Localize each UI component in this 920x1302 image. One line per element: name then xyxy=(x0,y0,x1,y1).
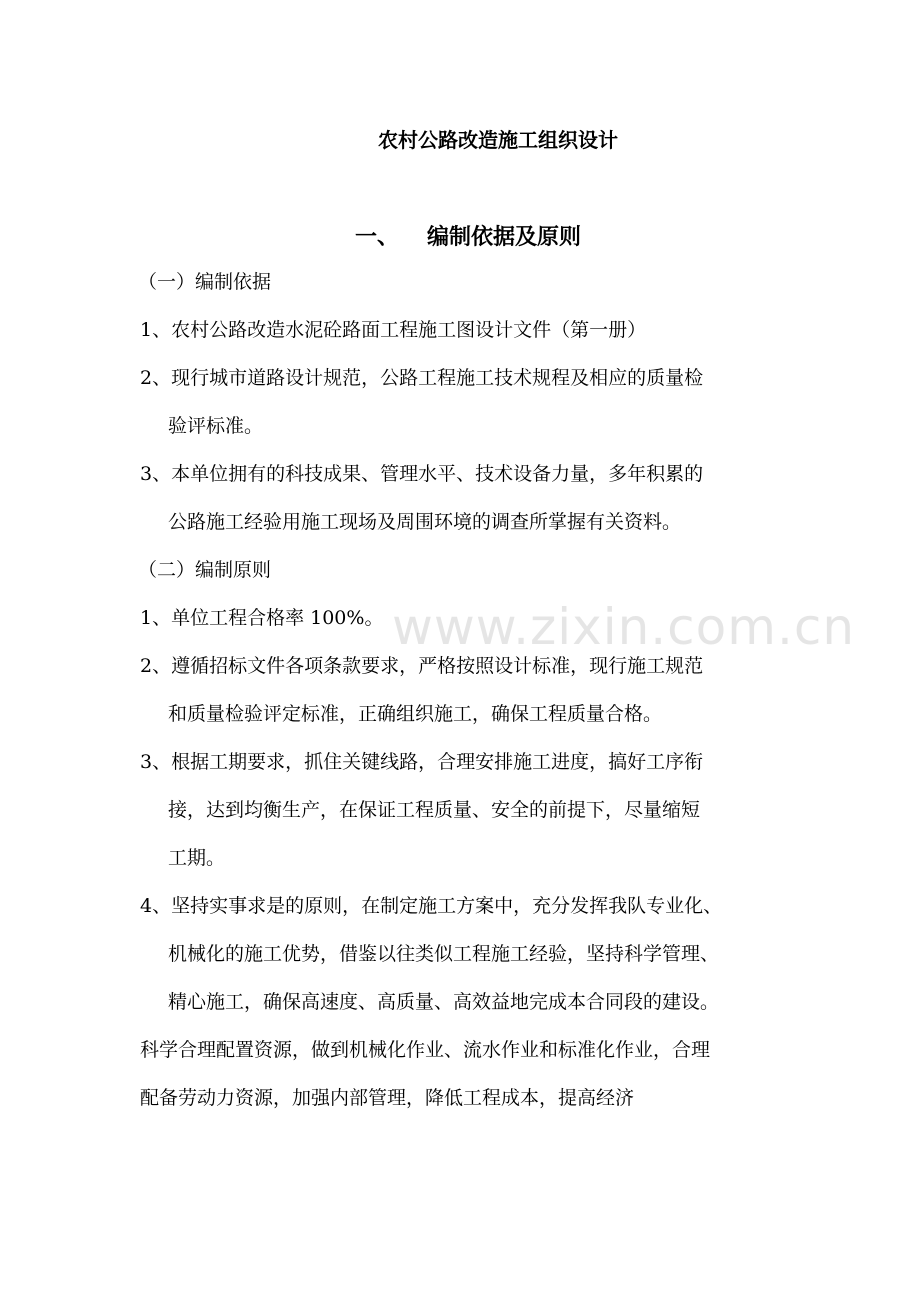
watermark: www.zixin.com.cn xyxy=(392,598,856,656)
paragraph-line: 配备劳动力资源，加强内部管理，降低工程成本，提高经济 xyxy=(140,1087,635,1109)
section-heading xyxy=(355,220,581,251)
subheading-principles: （二）编制原则 xyxy=(138,559,272,581)
paragraph-line: 1、单位工程合格率 100%。 xyxy=(140,607,384,629)
subheading-basis: （一）编制依据 xyxy=(138,271,272,293)
paragraph-line: 精心施工，确保高速度、高质量、高效益地完成本合同段的建设。 xyxy=(168,991,720,1013)
paragraph-line: 和质量检验评定标准，正确组织施工，确保工程质量合格。 xyxy=(168,703,663,725)
section-number: 一、 xyxy=(355,225,400,250)
paragraph-line: 2、现行城市道路设计规范，公路工程施工技术规程及相应的质量检 xyxy=(140,367,704,389)
paragraph-line: 1、农村公路改造水泥砼路面工程施工图设计文件（第一册） xyxy=(140,319,647,341)
paragraph-line: 3、本单位拥有的科技成果、管理水平、技术设备力量，多年积累的 xyxy=(140,463,704,485)
paragraph-line: 3、根据工期要求，抓住关键线路，合理安排施工进度，搞好工序衔 xyxy=(140,751,704,773)
paragraph-line: 机械化的施工优势，借鉴以往类似工程施工经验，坚持科学管理、 xyxy=(168,943,720,965)
section-title: 编制依据及原则 xyxy=(427,225,582,250)
paragraph-line: 2、遵循招标文件各项条款要求，严格按照设计标准，现行施工规范 xyxy=(140,655,704,677)
paragraph-line: 验评标准。 xyxy=(168,415,264,437)
paragraph-line: 工期。 xyxy=(168,847,226,869)
paragraph-line: 公路施工经验用施工现场及周围环境的调查所掌握有关资料。 xyxy=(168,511,682,533)
paragraph-line: 接，达到均衡生产，在保证工程质量、安全的前提下，尽量缩短 xyxy=(168,799,701,821)
paragraph-line: 4、坚持实事求是的原则，在制定施工方案中，充分发挥我队专业化、 xyxy=(140,895,723,917)
document-title: 农村公路改造施工组织设计 xyxy=(378,128,618,152)
paragraph-line: 科学合理配置资源，做到机械化作业、流水作业和标准化作业，合理 xyxy=(140,1039,711,1061)
